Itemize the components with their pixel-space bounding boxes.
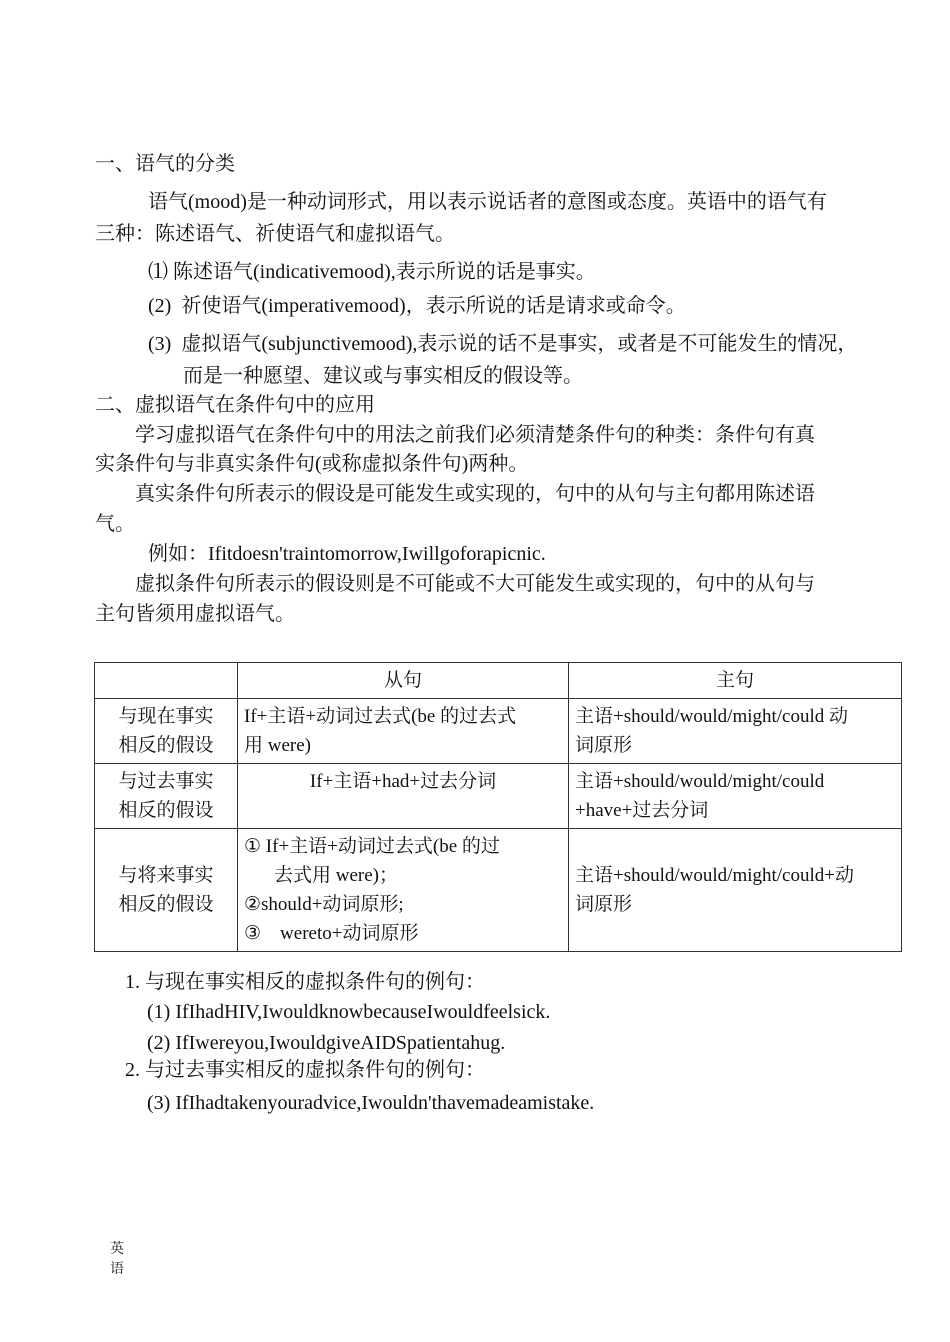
para3-line-2: 主句皆须用虚拟语气。	[95, 603, 295, 625]
clause-cell	[238, 829, 569, 952]
row-label-line: 与将来事实	[118, 865, 214, 886]
example-item-3: (3) IfIhadtakenyouradvice,Iwouldn'thavemadeamistake.	[147, 1092, 595, 1114]
example-sentence: 例如：Ifitdoesn'traintomorrow,Iwillgoforapicnic.	[148, 543, 546, 565]
main-line: 词原形	[575, 735, 633, 756]
section1-heading: 一、语气的分类	[95, 153, 235, 175]
clause-line: 用 were)	[244, 735, 311, 756]
mood-item-3-cont: 而是一种愿望、建议或与事实相反的假设等。	[183, 365, 583, 387]
main-line: +have+过去分词	[575, 800, 709, 821]
para2-line-2: 气。	[95, 513, 135, 535]
clause-line: ②should+动词原形;	[244, 894, 404, 915]
main-line: 词原形	[575, 894, 633, 915]
main-cell	[569, 829, 902, 952]
mood-item-1	[148, 258, 596, 286]
item-number: (3)	[148, 333, 172, 355]
intro-line-1: 语气(mood)是一种动词形式，用以表示说话者的意图或态度。英语中的语气有	[148, 191, 827, 213]
example-item-2: (2) IfIwereyou,IwouldgiveAIDSpatientahug.	[147, 1032, 506, 1054]
header-cell-empty	[95, 663, 238, 699]
table-header-row	[95, 663, 902, 699]
para2-line-1: 真实条件句所表示的假设是可能发生或实现的，句中的从句与主句都用陈述语	[135, 483, 815, 505]
header-cell-main: 主句	[569, 663, 902, 699]
mood-item-2	[148, 292, 686, 320]
row-label-line: 相反的假设	[118, 800, 214, 821]
examples-heading-1: 1. 与现在事实相反的虚拟条件句的例句：	[125, 971, 485, 993]
examples-heading-2: 2. 与过去事实相反的虚拟条件句的例句：	[125, 1059, 485, 1081]
conditional-table	[94, 662, 902, 952]
header-cell-clause: 从句	[238, 663, 569, 699]
main-cell	[569, 764, 902, 829]
table-row	[95, 829, 902, 952]
main-line: 主语+should/would/might/could 动	[575, 706, 849, 727]
row-label	[95, 764, 238, 829]
row-label-line: 与过去事实	[118, 771, 214, 792]
row-label	[95, 699, 238, 764]
item-text: 祈使语气(imperativemood)，表示所说的话是请求或命令。	[181, 295, 686, 317]
mood-item-3	[148, 330, 857, 358]
row-label-line: 与现在事实	[118, 706, 214, 727]
item-text: 陈述语气(indicativemood),表示所说的话是事实。	[173, 261, 596, 283]
clause-line: ① If+主语+动词过去式(be 的过	[244, 836, 500, 857]
row-label-line: 相反的假设	[118, 894, 214, 915]
clause-line: 去式用 were)；	[274, 865, 398, 886]
para1-line-1: 学习虚拟语气在条件句中的用法之前我们必须清楚条件句的种类：条件句有真	[135, 424, 815, 446]
main-cell	[569, 699, 902, 764]
clause-cell	[238, 699, 569, 764]
row-label-line: 相反的假设	[118, 735, 214, 756]
main-line: 主语+should/would/might/could+动	[575, 865, 854, 886]
row-label	[95, 829, 238, 952]
table-row	[95, 699, 902, 764]
table-row	[95, 764, 902, 829]
para1-line-2: 实条件句与非真实条件句(或称虚拟条件句)两种。	[95, 453, 529, 475]
clause-line: ③ wereto+动词原形	[244, 923, 419, 944]
clause-cell	[238, 764, 569, 829]
para3-line-1: 虚拟条件句所表示的假设则是不可能或不大可能发生或实现的，句中的从句与	[135, 573, 815, 595]
item-text: 虚拟语气(subjunctivemood),表示说的话不是事实，或者是不可能发生的情况，	[181, 333, 858, 355]
clause-line: If+主语+动词过去式(be 的过去式	[244, 706, 517, 727]
example-item-1: (1) IfIhadHIV,IwouldknowbecauseIwouldfeelsick.	[147, 1001, 551, 1023]
item-number: ⑴	[148, 261, 168, 283]
section2-heading: 二、虚拟语气在条件句中的应用	[95, 394, 375, 416]
main-line: 主语+should/would/might/could	[575, 771, 825, 792]
intro-line-2: 三种：陈述语气、祈使语气和虚拟语气。	[95, 223, 455, 245]
page-footer: 英语	[110, 1242, 124, 1277]
item-number: (2)	[148, 295, 172, 317]
clause-line: If+主语+had+过去分词	[309, 771, 497, 792]
